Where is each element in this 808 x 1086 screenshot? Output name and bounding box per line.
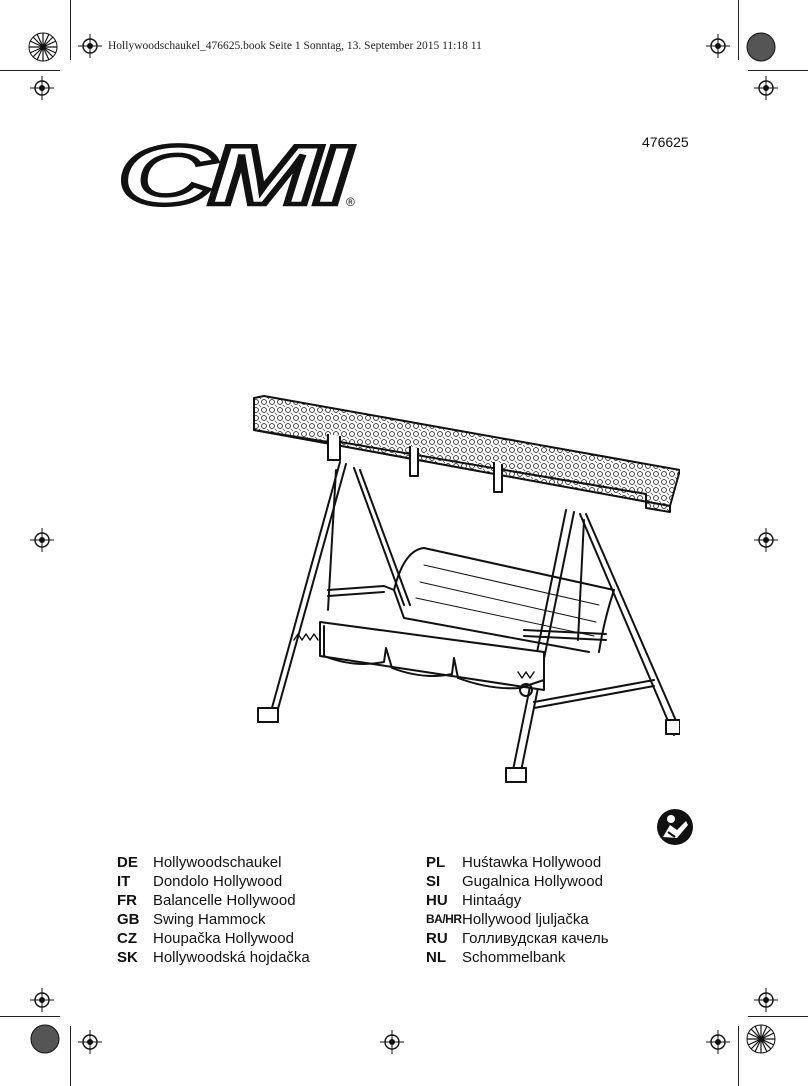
language-title: Balancelle Hollywood: [153, 892, 296, 909]
print-header: Hollywoodschaukel_476625.book Seite 1 Sonntag, 13. September 2015 11:18 11: [108, 40, 482, 52]
language-code: HU: [426, 892, 448, 909]
star-target-icon: [28, 32, 58, 62]
language-code: PL: [426, 854, 446, 871]
language-code: NL: [426, 949, 446, 966]
registration-mark-icon: [30, 988, 54, 1012]
language-row-ba-hr: [426, 910, 609, 929]
language-title: Dondolo Hollywood: [153, 873, 283, 890]
gray-disc-icon: [746, 32, 776, 62]
language-code: IT: [117, 873, 131, 890]
language-row-ru: [426, 929, 609, 948]
crop-mark-line: [70, 0, 71, 60]
language-code: BA/HR: [426, 912, 462, 926]
language-row-si: [426, 872, 609, 891]
logo-text: CMI: [118, 138, 353, 214]
language-title: Hollywoodská hojdačka: [153, 949, 310, 966]
article-number: 476625: [642, 134, 689, 150]
language-row-hu: [426, 891, 609, 910]
crop-mark-line: [738, 1026, 739, 1086]
gray-disc-icon: [30, 1024, 60, 1054]
language-row-de: [117, 853, 310, 872]
language-row-pl: [426, 853, 609, 872]
crop-mark-line: [738, 0, 739, 60]
language-row-fr: [117, 891, 310, 910]
read-manual-icon: [656, 808, 694, 846]
star-target-icon: [746, 1024, 776, 1054]
language-code: SK: [117, 949, 138, 966]
language-title: Hollywood ljuljačka: [462, 911, 589, 928]
language-row-sk: [117, 948, 310, 967]
language-row-it: [117, 872, 310, 891]
crop-mark-line: [0, 70, 60, 71]
language-code: DE: [117, 854, 138, 871]
registration-mark-icon: [30, 528, 54, 552]
language-title: Schommelbank: [462, 949, 566, 966]
swing-hammock-drawing: [244, 390, 680, 790]
registration-mark-icon: [30, 76, 54, 100]
language-title: Huśtawka Hollywood: [462, 854, 602, 871]
registration-mark-icon: [78, 34, 102, 58]
language-row-gb: [117, 910, 310, 929]
registration-mark-icon: [78, 1030, 102, 1054]
language-row-nl: [426, 948, 609, 967]
registration-mark-icon: [706, 34, 730, 58]
language-title: Houpačka Hollywood: [153, 930, 294, 947]
registration-mark-icon: [706, 1030, 730, 1054]
language-title: Голливудская качель: [462, 930, 609, 947]
cmi-logo: [116, 138, 366, 214]
registration-mark-icon: [380, 1030, 404, 1054]
language-code: RU: [426, 930, 448, 947]
registration-mark-icon: [754, 76, 778, 100]
language-row-cz: [117, 929, 310, 948]
language-code: CZ: [117, 930, 137, 947]
crop-mark-line: [748, 1016, 808, 1017]
language-title: Gugalnica Hollywood: [462, 873, 603, 890]
crop-mark-line: [0, 1016, 60, 1017]
language-title: Hintaágy: [462, 892, 522, 909]
registration-mark-icon: [754, 528, 778, 552]
language-list-right: [426, 853, 609, 967]
registered-symbol: ®: [346, 195, 355, 209]
language-code: GB: [117, 911, 140, 928]
language-code: FR: [117, 892, 137, 909]
language-title: Hollywoodschaukel: [153, 854, 282, 871]
language-code: SI: [426, 873, 441, 890]
crop-mark-line: [748, 70, 808, 71]
crop-mark-line: [70, 1026, 71, 1086]
language-title: Swing Hammock: [153, 911, 266, 928]
registration-mark-icon: [754, 988, 778, 1012]
language-list-left: [117, 853, 310, 967]
